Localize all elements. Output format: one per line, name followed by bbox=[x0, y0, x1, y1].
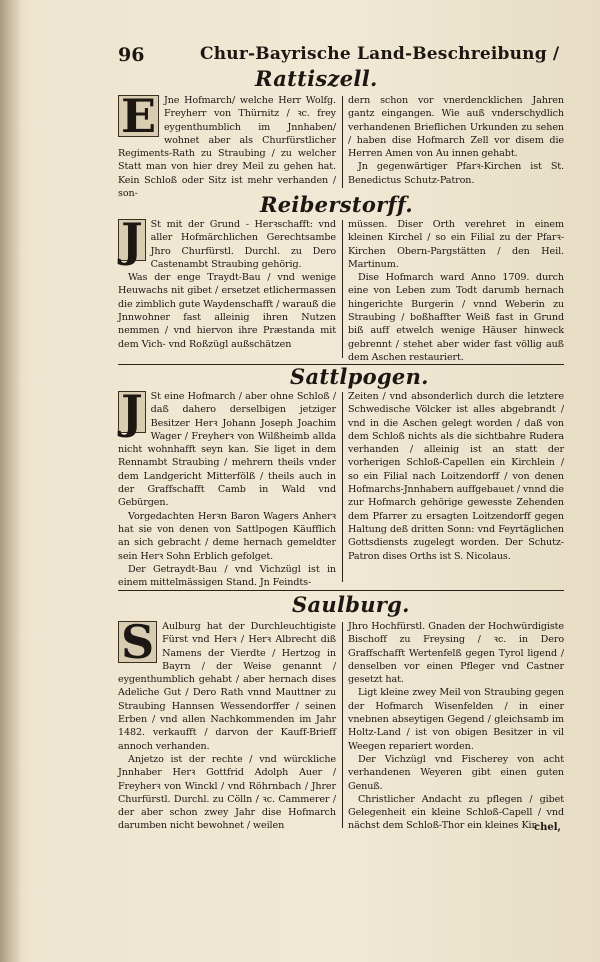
section-rattiszell-right-column bbox=[348, 94, 564, 187]
paragraph: Dise Hofmarch ward Anno 1709. durch eine von Leben zum Todt darumb hernach hingerichte Burgerin / vnnd Weberin zu Straubing / boßhaffter Weiß fast in Grund biß auff etwelch wenige Häuser hinweck gebrennt / stehet aber wider fast völlig auß dem Aschen restauriert. bbox=[348, 272, 564, 363]
paragraph: Ligt kleine zwey Meil von Straubing gegen der Hofmarch Wisenfelden / in einer vnebnen abseytigen Gegend / gleichsamb im Holtz-Land / ist von obigen Besitzer in vil Weegen repariert worden. bbox=[348, 687, 564, 752]
catchword: chel, bbox=[534, 822, 562, 833]
section-reiberstorff-left-column bbox=[118, 213, 336, 351]
paragraph: Was der enge Traydt-Bau / vnd wenige Heuwachs nit gibet / ersetzet etlichermassen die zimblich gute Waydenschafft / warauß die Jnnwohner fast alleinig ihren Nutzen nemmen / vnd hiervon ihre Præstanda mit dem Vich- vnd Roßzügl außschätzen bbox=[118, 272, 336, 350]
drop-cap: E bbox=[118, 95, 159, 137]
running-title: Chur-Bayrische Land-Beschreibung / bbox=[200, 44, 560, 64]
paragraph: Anjetzo ist der rechte / vnd würckliche Jnnhaber Herꝛ Gottfrid Adolph Auer / Freyherꝛ von Winckl / vnd Röhrnbach / Jhrer Churfürstl. Durchl. zu Cölln / ꝛc. Cammerer / der aber schon zwey Jahr dise Hofmarch darumben nicht bewohnet / weilen bbox=[118, 753, 336, 832]
section-title-reiberstorff: Reiberstorff. bbox=[260, 192, 414, 217]
section-saulburg-left-column bbox=[118, 615, 336, 833]
paragraph: Der Vichzügl vnd Fischerey von acht verhandenen Weyeren gibt einen guten Genuß. bbox=[348, 753, 564, 792]
paragraph: J St eine Hofmarch / aber ohne Schloß / daß dahero derselbigen jetziger Besitzer Herꝛ Johann Joseph Joachim Wager / Freyherꝛ von Wilßheimb allda nicht wohnhafft seyn kan. Sie liget in dem Rennambt Straubing / mehrern theils vnder dem Landgericht Mitterfölß / theils auch in der Graffschafft Camb in Wald vnd Gebürgen. bbox=[118, 385, 336, 509]
paragraph: Vorgedachten Herꝛn Baron Wagers Anherꝛ hat sie von denen von Sattlpogen Käufflich an sich gebracht / deme hernach gemeldter sein Herꝛ Sohn Erblich gefolget. bbox=[118, 510, 336, 562]
section-title-rattiszell: Rattiszell. bbox=[255, 66, 378, 91]
column-divider bbox=[342, 220, 343, 358]
section-title-sattlpogen: Sattlpogen. bbox=[290, 364, 429, 389]
paragraph: E Jne Hofmarch/ welche Herr Wolfg. Freyherr von Thürnitz / ꝛc. frey eygenthumblich im Jnnhaben/ wohnet aber als Churfürstlicher Regiments-Rath zu Straubing / zu welcher Statt man von hier drey Meil zu gehen hat. Kein Schloß oder Sitz ist mehr verhanden / son- bbox=[118, 89, 336, 200]
drop-cap: J bbox=[118, 391, 146, 433]
section-reiberstorff-right-column bbox=[348, 218, 564, 364]
paragraph: Jn gegenwärtiger Pfarꝛ-Kirchen ist St. Benedictus Schutz-Patron. bbox=[348, 161, 564, 186]
paragraph: S Aulburg hat der Durchleuchtigiste Fürst vnd Herꝛ / Herꝛ Albrecht diß Namens der Vierdte / Hertzog in Bayrn / der Weise genannt / eygenthumblich gehabt / aber hernach dises Adeliche Gut / Dero Rath vnnd Mauttner zu Straubing Hannsen Wessendorffer / seinen Erben / vnd allen Nachkommenden im Jahr 1482. verkaufft / darvon der Kauff-Brieff annoch verhanden. bbox=[118, 615, 336, 752]
section-separator bbox=[118, 590, 564, 591]
column-divider bbox=[342, 622, 343, 828]
section-sattlpogen-left-column bbox=[118, 385, 336, 589]
drop-cap: S bbox=[118, 621, 157, 663]
column-divider bbox=[342, 96, 343, 188]
column-divider bbox=[342, 392, 343, 582]
page-number: 96 bbox=[118, 44, 145, 66]
section-saulburg-right-column bbox=[348, 620, 564, 833]
paragraph: dern schon vor vnerdencklichen Jahren gantz eingangen. Wie auß vnderschydlich verhandenen Brieflichen Urkunden zu sehen / haben dise Hofmarch Zell vor disem die Herren Amen von Au innen gehabt. bbox=[348, 95, 564, 160]
paragraph: müssen. Diser Orth verehret in einem kleinen Kirchel / so ein Filial zu der Pfarꝛ-Kirchen Obern-Pargstätten / den Heil. Martinum. bbox=[348, 219, 564, 270]
paragraph: Jhro Hochfürstl. Gnaden der Hochwürdigiste Bischoff zu Freysing / ꝛc. in Dero Graffschafft Wertenfelß gegen Tyrol ligend / denselben vor einen Pfleger vnd Castner gesetzt hat. bbox=[348, 621, 564, 686]
section-sattlpogen-right-column bbox=[348, 390, 564, 563]
paragraph: Christlicher Andacht zu pflegen / gibet Gelegenheit ein kleine Schloß-Capell / vnd nächst dem Schloß-Thor ein kleines Kir- bbox=[348, 793, 564, 832]
drop-cap: J bbox=[118, 219, 146, 261]
book-spine-shadow bbox=[0, 0, 22, 962]
paragraph: J St mit der Grund - Herꝛschafft: vnd aller Hofmärchlichen Gerechtsambe Jhro Churfürstl. Durchl. zu Dero Castenambt Straubing gehörig. bbox=[118, 218, 336, 271]
section-title-saulburg: Saulburg. bbox=[292, 592, 410, 617]
section-rattiszell-left-column bbox=[118, 89, 336, 200]
paragraph: Der Getraydt-Bau / vnd Vichzügl ist in einem mittelmässigen Stand. Jn Feindts- bbox=[118, 563, 336, 589]
paragraph: Zeiten / vnd absonderlich durch die letztere Schwedische Völcker ist alles abgebrandt / vnd in die Aschen gelegt worden / daß von dem Schloß nichts als die sichtbahre Rudera verhanden / alleinig ist an statt der vorherigen Schloß-Capellen ein Kirchlein / so ein Filial nach Loitzendorff / von denen Hofmarchs-Jnnhabern auffgebauet / vnnd die zur Hofmarch gehörige gewesste Zehenden dem Pfarrer zu ersagten Loitzendorff gegen Haltung deß dritten Sonn: vnd Feyrtäglichen Gottsdiensts zugelegt worden. Der Schutz-Patron dises Orths ist S. Nicolaus. bbox=[348, 391, 564, 562]
